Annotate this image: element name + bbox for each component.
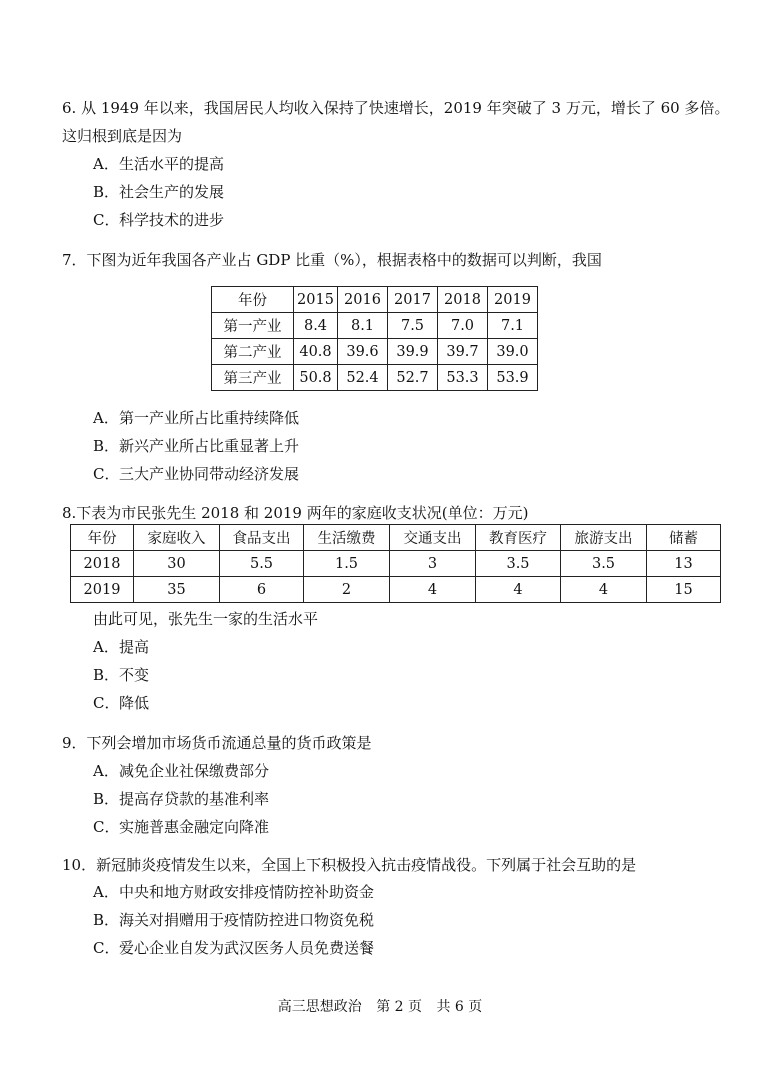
table-cell: 3.5	[561, 551, 647, 577]
option-label: A．	[93, 409, 119, 427]
q6-option-a[interactable]	[93, 154, 224, 174]
table-cell: 50.8	[294, 365, 338, 391]
table-cell: 39.7	[438, 339, 488, 365]
table-cell: 53.3	[438, 365, 488, 391]
option-label: B．	[93, 911, 120, 929]
footer-subject: 高三思想政治	[277, 999, 362, 1015]
option-text: 新兴产业所占比重显著上升	[119, 437, 300, 455]
q9-stem: 9．下列会增加市场货币流通总量的货币政策是	[62, 734, 372, 752]
table-cell: 53.9	[488, 365, 538, 391]
table-header-row	[212, 287, 538, 313]
q7-option-a[interactable]	[93, 408, 299, 428]
table-cell: 4	[476, 577, 561, 603]
table-cell: 3.5	[476, 551, 561, 577]
option-label: A．	[93, 883, 119, 901]
table-cell: 4	[561, 577, 647, 603]
option-label: C．	[93, 939, 120, 957]
table-cell: 2019	[71, 577, 134, 603]
header-cell: 2015	[294, 287, 338, 313]
option-label: B．	[93, 666, 120, 684]
option-label: B．	[93, 183, 120, 201]
q8-conclusion: 由此可见，张先生一家的生活水平	[93, 610, 319, 628]
q8-option-c[interactable]	[93, 693, 149, 713]
table-cell: 3	[390, 551, 476, 577]
header-cell: 食品支出	[220, 525, 304, 551]
table-row	[212, 339, 538, 365]
header-cell: 年份	[212, 287, 294, 313]
table-cell: 35	[134, 577, 220, 603]
q6-option-c[interactable]	[93, 210, 224, 230]
table-cell: 第三产业	[212, 365, 294, 391]
q7-stem: 7．下图为近年我国各产业占 GDP 比重（%），根据表格中的数据可以判断，我国	[62, 251, 602, 269]
table-cell: 1.5	[304, 551, 390, 577]
table-cell: 8.4	[294, 313, 338, 339]
option-text: 提高	[119, 638, 150, 656]
q10-option-c[interactable]	[93, 938, 374, 958]
header-cell: 交通支出	[390, 525, 476, 551]
header-cell: 2019	[488, 287, 538, 313]
household-budget-table	[70, 524, 721, 603]
table-header-row	[71, 525, 721, 551]
q7-option-b[interactable]	[93, 436, 299, 456]
option-text: 科学技术的进步	[119, 211, 225, 229]
table-cell: 4	[390, 577, 476, 603]
table-cell: 2018	[71, 551, 134, 577]
table-row	[71, 551, 721, 577]
header-cell: 旅游支出	[561, 525, 647, 551]
option-text: 不变	[119, 666, 150, 684]
q8-option-b[interactable]	[93, 665, 149, 685]
table-cell: 7.1	[488, 313, 538, 339]
option-label: C．	[93, 694, 120, 712]
header-cell: 教育医疗	[476, 525, 561, 551]
header-cell: 2017	[388, 287, 438, 313]
option-label: A．	[93, 638, 119, 656]
table-cell: 第一产业	[212, 313, 294, 339]
table-cell: 2	[304, 577, 390, 603]
table-cell: 15	[647, 577, 721, 603]
footer-total-pages: 共 6 页	[436, 999, 483, 1015]
option-text: 减免企业社保缴费部分	[119, 762, 270, 780]
q9-option-a[interactable]	[93, 761, 269, 781]
option-label: B．	[93, 437, 120, 455]
header-cell: 年份	[71, 525, 134, 551]
table-row	[71, 577, 721, 603]
q10-option-a[interactable]	[93, 882, 374, 902]
header-cell: 生活缴费	[304, 525, 390, 551]
gdp-share-table	[211, 286, 538, 391]
option-label: A．	[93, 155, 119, 173]
page-footer	[0, 996, 760, 1016]
table-cell: 7.5	[388, 313, 438, 339]
table-cell: 第二产业	[212, 339, 294, 365]
q10-stem: 10．新冠肺炎疫情发生以来，全国上下积极投入抗击疫情战役。下列属于社会互助的是	[62, 856, 637, 874]
option-label: C．	[93, 211, 120, 229]
table-cell: 39.6	[338, 339, 388, 365]
table-cell: 7.0	[438, 313, 488, 339]
option-text: 提高存贷款的基准利率	[119, 790, 270, 808]
q8-stem: 8.下表为市民张先生 2018 和 2019 两年的家庭收支状况(单位：万元)	[62, 504, 529, 522]
footer-page-number: 第 2 页	[376, 999, 422, 1015]
option-label: C．	[93, 818, 120, 836]
option-text: 生活水平的提高	[119, 155, 225, 173]
option-text: 海关对捐赠用于疫情防控进口物资免税	[119, 911, 375, 929]
q8-option-a[interactable]	[93, 637, 149, 657]
option-label: C．	[93, 465, 120, 483]
table-row	[212, 313, 538, 339]
table-cell: 6	[220, 577, 304, 603]
option-text: 爱心企业自发为武汉医务人员免费送餐	[119, 939, 375, 957]
table-cell: 39.9	[388, 339, 438, 365]
table-cell: 5.5	[220, 551, 304, 577]
option-text: 社会生产的发展	[119, 183, 225, 201]
table-cell: 8.1	[338, 313, 388, 339]
table-cell: 40.8	[294, 339, 338, 365]
header-cell: 储蓄	[647, 525, 721, 551]
table-cell: 30	[134, 551, 220, 577]
table-cell: 39.0	[488, 339, 538, 365]
header-cell: 2016	[338, 287, 388, 313]
q9-option-c[interactable]	[93, 817, 269, 837]
header-cell: 家庭收入	[134, 525, 220, 551]
table-cell: 52.4	[338, 365, 388, 391]
option-text: 第一产业所占比重持续降低	[119, 409, 300, 427]
q7-option-c[interactable]	[93, 464, 299, 484]
table-cell: 52.7	[388, 365, 438, 391]
option-text: 实施普惠金融定向降准	[119, 818, 270, 836]
q6-option-b[interactable]	[93, 182, 224, 202]
q6-stem-line1: 6. 从 1949 年以来，我国居民人均收入保持了快速增长，2019 年突破了 3 万元，增长了 60 多倍。	[62, 99, 730, 117]
q10-option-b[interactable]	[93, 910, 374, 930]
table-row	[212, 365, 538, 391]
option-text: 降低	[119, 694, 150, 712]
option-label: A．	[93, 762, 119, 780]
q6-stem-line2: 这归根到底是因为	[62, 127, 183, 145]
q9-option-b[interactable]	[93, 789, 269, 809]
table-cell: 13	[647, 551, 721, 577]
header-cell: 2018	[438, 287, 488, 313]
option-label: B．	[93, 790, 120, 808]
option-text: 三大产业协同带动经济发展	[119, 465, 300, 483]
option-text: 中央和地方财政安排疫情防控补助资金	[119, 883, 375, 901]
